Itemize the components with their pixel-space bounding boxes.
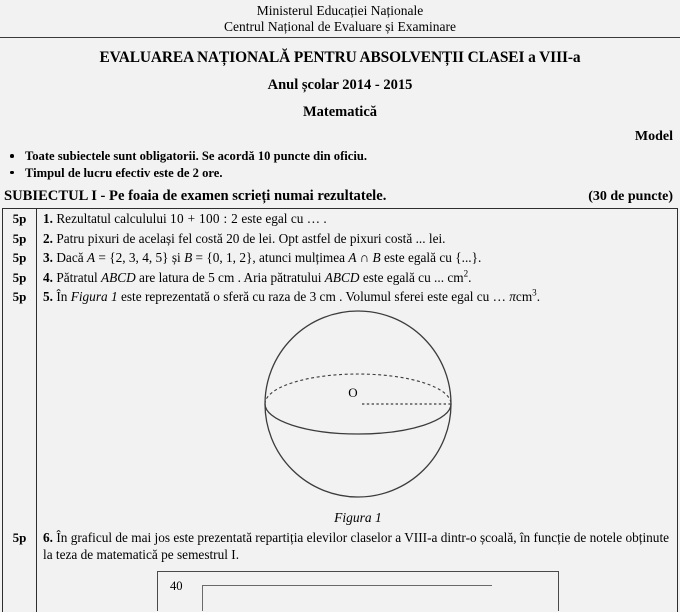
volume-exponent: 3 bbox=[532, 287, 537, 298]
bullet-icon bbox=[10, 171, 14, 175]
chart-gridline bbox=[202, 585, 492, 586]
square-label-1: ABCD bbox=[101, 269, 136, 285]
question-body bbox=[37, 528, 677, 612]
question-text: Patru pixuri de același fel costă 20 de lei. Opt astfel de pixuri costă ... lei. bbox=[56, 230, 446, 246]
chart-y-tick-label: 40 bbox=[170, 578, 183, 593]
school-year: Anul școlar 2014 - 2015 bbox=[267, 77, 413, 93]
question-body bbox=[37, 268, 677, 288]
ministry-line-1: Ministerul Educației Naționale bbox=[256, 3, 424, 18]
question-text-tail: este egal cu … . bbox=[241, 211, 327, 226]
area-exponent: 2 bbox=[463, 268, 469, 279]
questions-table bbox=[2, 208, 678, 612]
table-row bbox=[3, 287, 677, 528]
period: . bbox=[468, 269, 472, 285]
set-a-definition: = {2, 3, 4, 5} bbox=[98, 250, 169, 265]
subject-name: Matematică bbox=[302, 104, 378, 120]
subiect-points: (30 de puncte) bbox=[588, 189, 673, 204]
set-a-variable: A bbox=[86, 250, 96, 265]
table-row bbox=[3, 209, 677, 229]
question-points: 5p bbox=[3, 209, 37, 229]
masthead bbox=[0, 0, 680, 34]
question-number: 6. bbox=[43, 529, 53, 545]
question-points: 5p bbox=[3, 229, 37, 249]
figure-caption: Figura 1 bbox=[334, 510, 382, 525]
note-text: Timpul de lucru efectiv este de 2 ore. bbox=[25, 165, 223, 180]
question-body bbox=[37, 248, 677, 268]
sphere-center-label: O bbox=[348, 384, 358, 400]
question-number: 3. bbox=[43, 250, 53, 265]
sphere-diagram-icon bbox=[255, 308, 461, 504]
pi-symbol: π bbox=[509, 289, 516, 304]
question-text: În bbox=[56, 289, 68, 304]
chart-y-axis bbox=[202, 585, 203, 611]
intersection-expression: A ∩ B bbox=[348, 250, 381, 265]
bullet-icon bbox=[10, 154, 14, 158]
question-math: 10 + 100 : 2 bbox=[170, 211, 239, 226]
answer-placeholder: {...} bbox=[455, 250, 478, 265]
question-text-mid: are latura de 5 cm . Aria pătratului bbox=[139, 269, 322, 285]
figure-reference: Figura 1 bbox=[70, 289, 118, 304]
volume-unit: cm bbox=[515, 289, 533, 304]
table-row bbox=[3, 229, 677, 249]
header-divider bbox=[0, 37, 680, 38]
question-text: Dacă bbox=[56, 250, 84, 265]
exam-title: EVALUAREA NAȚIONALĂ PENTRU ABSOLVENȚII CLASEI a VIII-a bbox=[99, 49, 581, 66]
question-body bbox=[37, 209, 677, 229]
question-number: 4. bbox=[43, 269, 53, 285]
question-body bbox=[37, 287, 677, 528]
question-text-tail: este reprezentată o sferă cu raza de 3 cm . Volumul sferei este egal cu … bbox=[120, 289, 506, 304]
question-points: 5p bbox=[3, 268, 37, 288]
question-text: Pătratul bbox=[56, 269, 98, 285]
note-item bbox=[0, 148, 680, 165]
exam-notes bbox=[0, 148, 680, 181]
chart-container bbox=[43, 571, 673, 611]
subiect-title: SUBIECTUL I - Pe foaia de examen scrieți numai rezultatele. bbox=[4, 188, 387, 204]
set-b-variable: B bbox=[184, 250, 193, 265]
question-text-tail: este egală cu bbox=[383, 250, 452, 265]
question-text: În graficul de mai jos este prezentată repartiția elevilor claselor a VIII-a dintr-o școală, în funcție de notele obținute la teza de matematică pe semestrul I. bbox=[43, 529, 670, 562]
set-b-definition: = {0, 1, 2} bbox=[195, 250, 253, 265]
question-text: Rezultatul calculului bbox=[56, 211, 167, 226]
model-label: Model bbox=[634, 129, 673, 144]
title-block bbox=[0, 49, 680, 121]
table-row bbox=[3, 268, 677, 288]
sphere-figure bbox=[43, 308, 673, 527]
question-body bbox=[37, 229, 677, 249]
question-number: 2. bbox=[43, 230, 53, 246]
period: . bbox=[477, 250, 482, 265]
period: . bbox=[536, 289, 541, 304]
question-points: 5p bbox=[3, 287, 37, 528]
ministry-line-2: Centrul Național de Evaluare și Examinare bbox=[223, 18, 457, 34]
question-text-tail: este egală cu ... cm bbox=[362, 269, 464, 285]
note-item bbox=[0, 165, 680, 182]
table-row bbox=[3, 528, 677, 612]
question-text-mid: , atunci mulțimea bbox=[252, 250, 346, 265]
question-points: 5p bbox=[3, 528, 37, 612]
table-row bbox=[3, 248, 677, 268]
question-points: 5p bbox=[3, 248, 37, 268]
question-number: 1. bbox=[43, 211, 53, 226]
subiect-header bbox=[0, 188, 680, 205]
question-number: 5. bbox=[43, 289, 53, 304]
conjunction: și bbox=[171, 250, 181, 265]
grade-distribution-chart bbox=[157, 571, 559, 611]
square-label-2: ABCD bbox=[324, 269, 360, 285]
note-text: Toate subiectele sunt obligatorii. Se acordă 10 puncte din oficiu. bbox=[25, 149, 368, 163]
